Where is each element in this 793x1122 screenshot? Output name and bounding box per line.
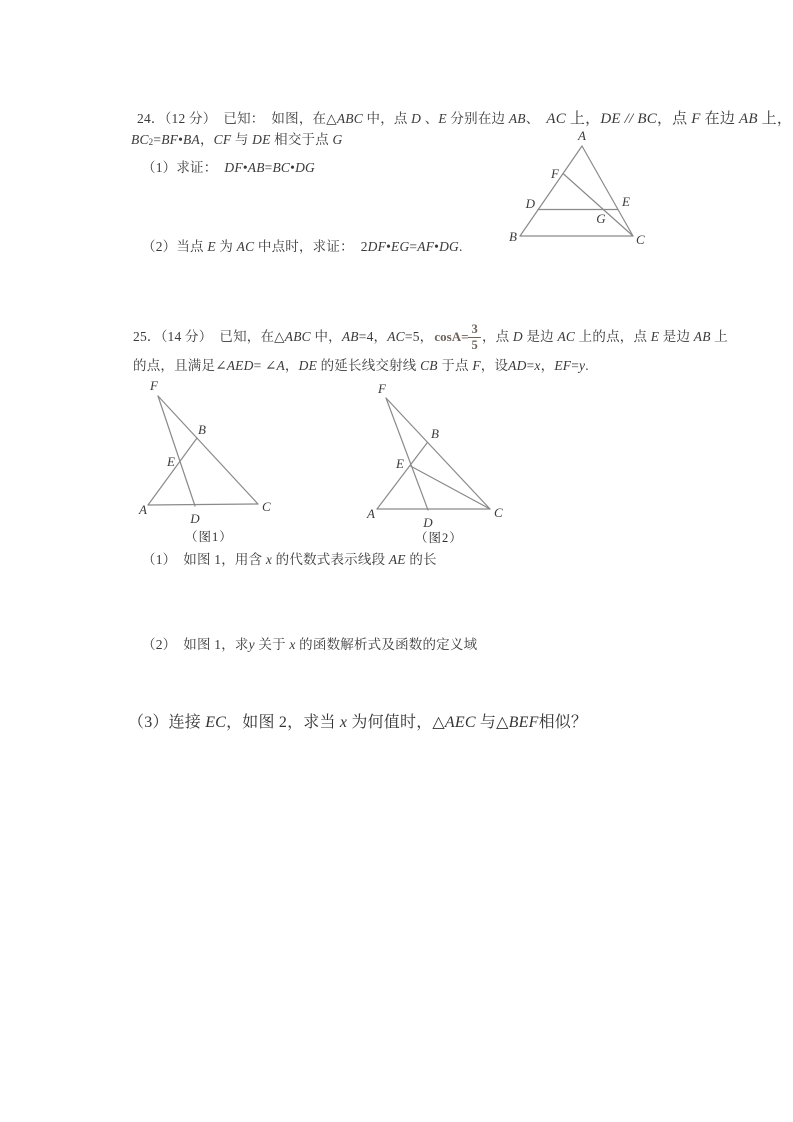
- problem-24-question-2: （2）当点 E 为 AC 中点时，求证： 2DF•EG=AF•DG.: [142, 239, 463, 254]
- point-label-b: B: [431, 426, 439, 441]
- problem-25-line-1-left: 25．（14 分） 已知，在△ABC 中，AB=4，AC=5，: [133, 328, 434, 344]
- segment-ec: [411, 466, 491, 509]
- fraction-three-fifths: [468, 323, 480, 351]
- problem-25-line-1-right: ，点 D 是边 AC 上的点，点 E 是边 AB 上: [481, 328, 728, 344]
- problem-25-question-3: （3）连接 EC，如图 2，求当 x 为何值时，△AEC 与△BEF相似？: [128, 714, 588, 731]
- side-ac: [148, 504, 258, 505]
- side-ac: [582, 146, 633, 236]
- side-ab: [377, 443, 427, 509]
- point-label-f: F: [551, 166, 559, 181]
- side-ab: [148, 438, 197, 505]
- figure-1-caption: （图1）: [185, 530, 233, 544]
- fraction-numerator: 3: [468, 323, 480, 338]
- cosine-fraction: [434, 323, 481, 351]
- point-label-b: B: [509, 229, 517, 244]
- point-label-b: B: [198, 422, 206, 437]
- point-label-g: G: [596, 211, 606, 226]
- problem-25-statement-line-1: [133, 322, 728, 352]
- problem-24-triangle-figure: [495, 128, 650, 253]
- problem-25-statement-line-2: 的点，且满足∠AED= ∠A，DE 的延长线交射线 CB 于点 F，设AD=x，EF=y.: [133, 358, 589, 373]
- point-label-c: C: [494, 505, 503, 520]
- problem-24-statement-line-2: BC2=BF•BA，CF 与 DE 相交于点 G: [131, 132, 343, 147]
- point-label-d: D: [423, 515, 433, 530]
- side-ab: [520, 146, 582, 236]
- point-label-e: E: [396, 456, 404, 471]
- point-label-f: F: [150, 378, 158, 393]
- problem-25-question-2: （2） 如图 1，求y 关于 x 的函数解析式及函数的定义域: [142, 637, 478, 652]
- line-cbf: [158, 396, 258, 504]
- point-label-d: D: [525, 196, 535, 211]
- point-label-e: E: [167, 454, 175, 469]
- line-fed: [158, 396, 195, 506]
- cosine-label: cosA=: [434, 328, 469, 344]
- point-label-d: D: [190, 511, 200, 526]
- line-cbf: [386, 398, 490, 509]
- point-label-c: C: [262, 499, 271, 514]
- problem-24-statement-line-1: 24．（12 分） 已知： 如图，在△ABC 中，点 D 、E 分别在边 AB、 AC 上，DE // BC，点 F 在边 AB 上，: [137, 111, 793, 127]
- fraction-denominator: 5: [471, 337, 478, 352]
- point-label-a: A: [139, 502, 147, 517]
- line-fed: [386, 398, 428, 510]
- figure-2-caption: （图2）: [415, 531, 463, 545]
- problem-25-figure-1: [133, 380, 273, 550]
- point-label-e: E: [622, 194, 630, 209]
- problem-24-question-1: （1）求证： DF•AB=BC•DG: [142, 160, 315, 175]
- point-label-f: F: [378, 381, 386, 396]
- point-label-a: A: [367, 506, 375, 521]
- problem-25-question-1: （1） 如图 1，用含 x 的代数式表示线段 AE 的长: [142, 552, 437, 567]
- point-label-c: C: [636, 232, 645, 247]
- point-label-a: A: [578, 128, 586, 143]
